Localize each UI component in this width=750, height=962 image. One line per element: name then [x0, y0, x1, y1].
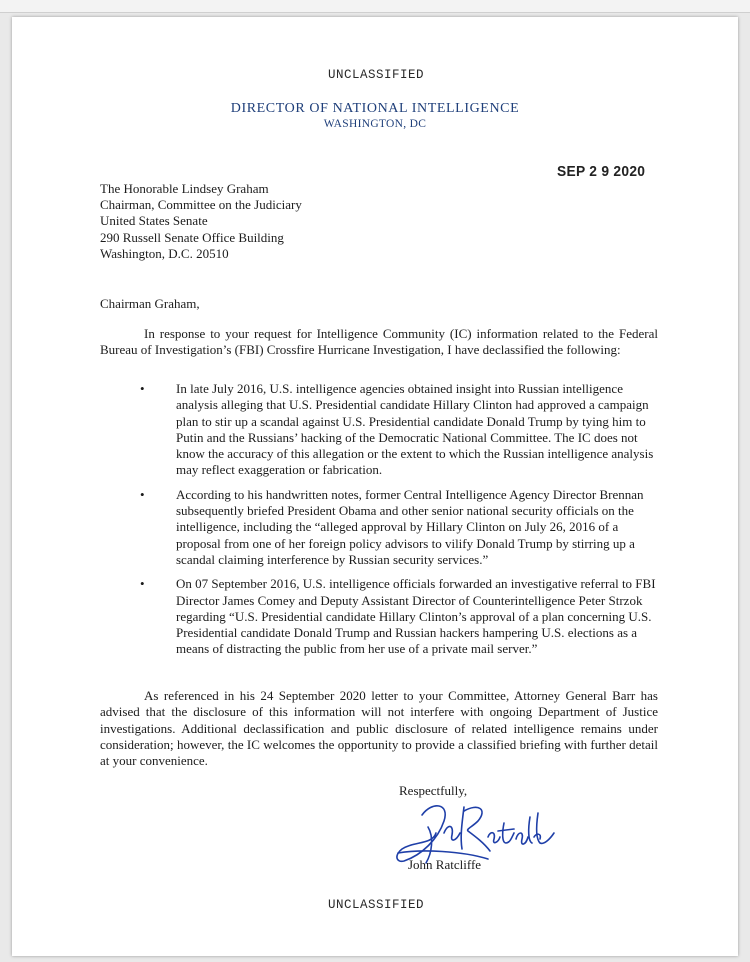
- closing-paragraph: As referenced in his 24 September 2020 letter to your Committee, Attorney General Barr has advised that the disclosure of this information will not interfere with ongoing Department of Justice investigations. Additional declassification and public disclosure of related intelligence remains under consideration; however, the IC welcomes the opportunity to provide a classified briefing with further detail at your convenience.: [100, 688, 658, 769]
- letter-date: SEP 2 9 2020: [557, 163, 646, 180]
- classification-marking-top: UNCLASSIFIED: [328, 68, 425, 82]
- recipient-address: [100, 181, 302, 262]
- classification-marking-bottom: UNCLASSIFIED: [328, 898, 425, 912]
- bullet-icon: •: [140, 381, 145, 396]
- list-item: [140, 487, 660, 568]
- letterhead-location: WASHINGTON, DC: [323, 118, 427, 130]
- bullet-icon: •: [140, 576, 145, 592]
- signoff: Respectfully,: [399, 783, 468, 798]
- address-line: United States Senate: [100, 213, 208, 229]
- address-line: The Honorable Lindsey Graham: [100, 181, 269, 196]
- list-item: [140, 381, 660, 479]
- address-line: 290 Russell Senate Office Building: [100, 229, 284, 245]
- address-line: Chairman, Committee on the Judiciary: [100, 197, 302, 213]
- bullet-icon: •: [140, 486, 145, 502]
- list-item-text: On 07 September 2016, U.S. intelligence officials forwarded an investigative referral to FBI Director James Comey and Deputy Assistant Director of Counterintelligence Peter Strzok regarding “U.S. Presidential candidate Hillary Clinton’s approval of a plan concerning U.S. Presidential candidate Donald Trump and Russian hackers hampering U.S. elections as a means of distracting the public from her use of a private mail server.”: [176, 576, 656, 657]
- address-line: Washington, D.C. 20510: [100, 245, 229, 261]
- letterhead-agency: DIRECTOR OF NATIONAL INTELLIGENCE: [230, 101, 520, 116]
- letter-page: [12, 17, 738, 956]
- signer-name: John Ratcliffe: [408, 857, 482, 872]
- salutation: Chairman Graham,: [100, 296, 200, 311]
- list-item: [140, 576, 660, 657]
- list-item-text: In late July 2016, U.S. intelligence agencies obtained insight into Russian intelligence analysis alleging that U.S. Presidential candidate Hillary Clinton had approved a campaign plan to stir up a scandal against U.S. Presidential candidate Donald Trump by tying him to Putin and the Russians’ hacking of the Democratic National Committee. The IC does not know the accuracy of this allegation or the extent to which the Russian intelligence analysis may reflect exaggeration or fabrication.: [176, 381, 654, 478]
- list-item-text: According to his handwritten notes, former Central Intelligence Agency Director Brennan subsequently briefed President Obama and other senior national security officials on the intelligence, including the “alleged approval by Hillary Clinton on July 26, 2016 of a proposal from one of her foreign policy advisors to vilify Donald Trump by stirring up a scandal claiming interference by Russian security services.”: [176, 486, 644, 567]
- intro-paragraph: In response to your request for Intelligence Community (IC) information related to the Federal Bureau of Investigation’s (FBI) Crossfire Hurricane Investigation, I have declassified the following:: [100, 326, 658, 358]
- declassified-items-list: [140, 381, 660, 666]
- viewer-top-bar: [0, 0, 750, 13]
